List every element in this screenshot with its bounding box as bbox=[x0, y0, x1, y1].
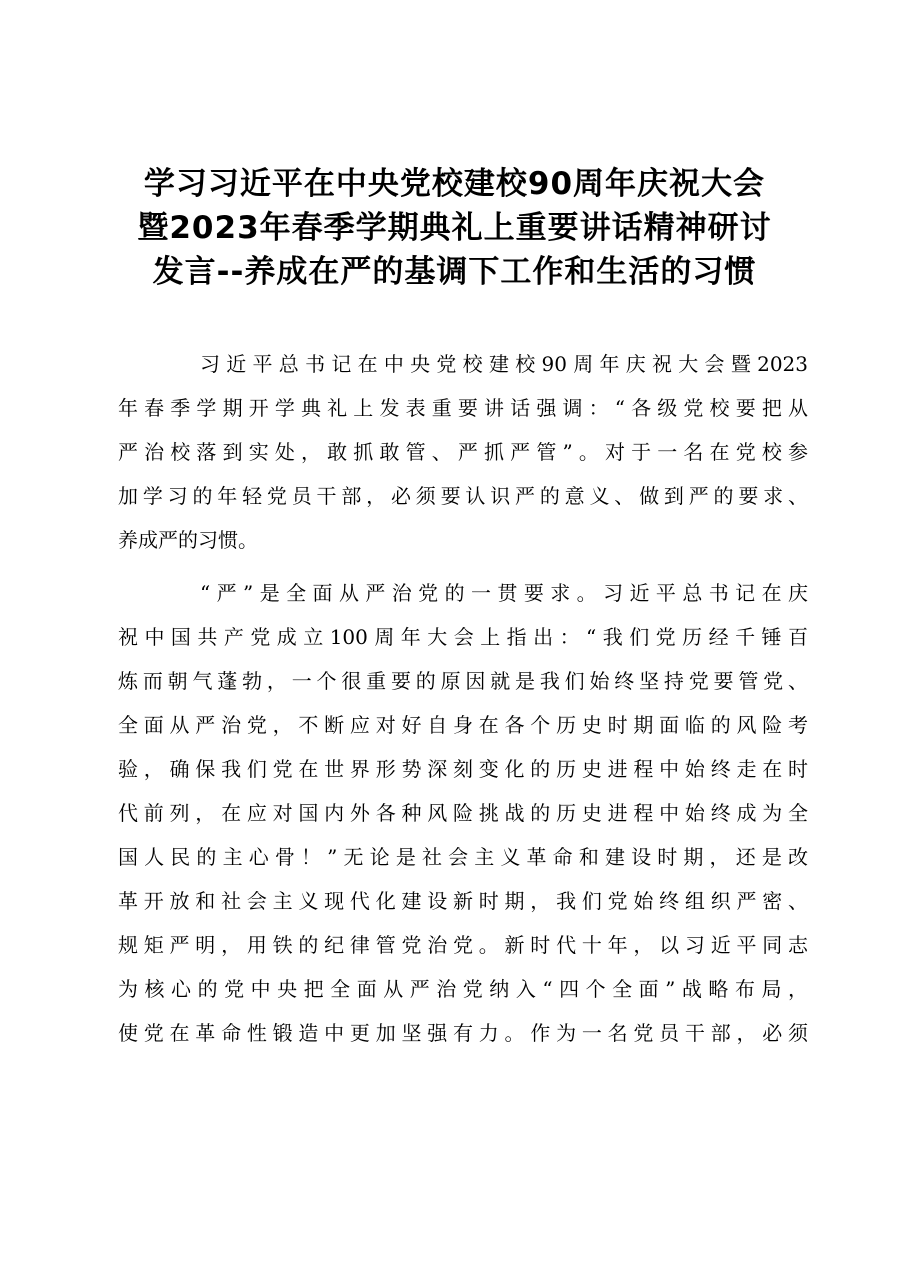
document-title bbox=[100, 162, 809, 294]
paragraph-line: 全面从严治党，不断应对好自身在各个历史时期面临的风险考 bbox=[118, 713, 808, 737]
paragraph-line: 炼而朝气蓬勃，一个很重要的原因就是我们始终坚持党要管党、 bbox=[118, 669, 808, 693]
title-line: 学习习近平在中央党校建校90周年庆祝大会 bbox=[143, 166, 766, 202]
paragraph-line: 严治校落到实处，敢抓敢管、严抓严管”。对于一名在党校参 bbox=[118, 440, 808, 464]
paragraph bbox=[118, 571, 808, 1055]
title-line: 暨2023年春季学期典礼上重要讲话精神研讨 bbox=[137, 210, 772, 246]
paragraph-line: 国人民的主心骨！”无论是社会主义革命和建设时期，还是改 bbox=[118, 845, 808, 869]
paragraph-line: 代前列，在应对国内外各种风险挑战的历史进程中始终成为全 bbox=[118, 801, 808, 825]
paragraph-line: 规矩严明，用铁的纪律管党治党。新时代十年，以习近平同志 bbox=[118, 933, 808, 957]
paragraph-line: 为核心的党中央把全面从严治党纳入“四个全面”战略布局， bbox=[118, 977, 808, 1001]
paragraph-line: 养成严的习惯。 bbox=[118, 528, 258, 552]
paragraph-line: 祝中国共产党成立100周年大会上指出：“我们党历经千锤百 bbox=[118, 625, 808, 649]
paragraph-line: 验，确保我们党在世界形势深刻变化的历史进程中始终走在时 bbox=[118, 757, 808, 781]
title-line: 发言--养成在严的基调下工作和生活的习惯 bbox=[152, 254, 757, 290]
paragraph-line: “严”是全面从严治党的一贯要求。习近平总书记在庆 bbox=[200, 581, 808, 605]
document-body bbox=[118, 342, 808, 1064]
paragraph-line: 革开放和社会主义现代化建设新时期，我们党始终组织严密、 bbox=[118, 889, 808, 913]
paragraph-line: 习近平总书记在中央党校建校90周年庆祝大会暨2023 bbox=[200, 352, 808, 376]
paragraph bbox=[118, 342, 808, 562]
paragraph-line: 使党在革命性锻造中更加坚强有力。作为一名党员干部，必须 bbox=[118, 1021, 808, 1045]
paragraph-line: 年春季学期开学典礼上发表重要讲话强调：“各级党校要把从 bbox=[118, 396, 808, 420]
paragraph-line: 加学习的年轻党员干部，必须要认识严的意义、做到严的要求、 bbox=[118, 484, 808, 508]
